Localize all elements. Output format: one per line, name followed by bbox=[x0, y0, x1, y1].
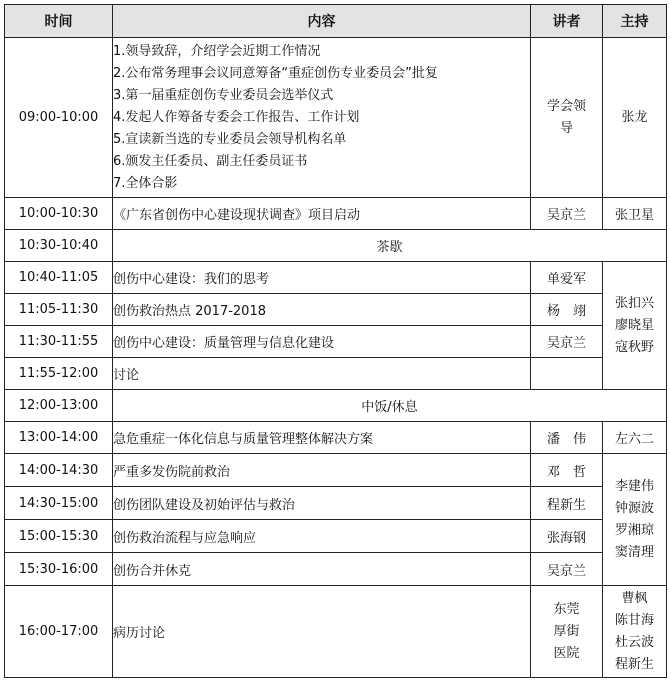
speaker-line: 医院 bbox=[553, 645, 580, 661]
host-group-cell bbox=[603, 262, 667, 390]
content-cell: 急危重症一体化信息与质量管理整体解决方案 bbox=[113, 422, 531, 454]
table-row bbox=[5, 198, 667, 230]
table-row bbox=[5, 262, 667, 294]
host-name: 程新生 bbox=[614, 656, 654, 672]
opening-items bbox=[113, 38, 531, 198]
time-cell: 12:00-13:00 bbox=[5, 390, 113, 422]
speaker-line: 东莞 bbox=[553, 601, 580, 617]
agenda-item: 7.全体合影 bbox=[113, 175, 178, 191]
content-cell: 创伤救治流程与应急响应 bbox=[113, 520, 531, 553]
schedule-table bbox=[4, 4, 667, 678]
table-row bbox=[5, 553, 667, 586]
content-cell: 创伤中心建设：我们的思考 bbox=[113, 262, 531, 294]
time-cell: 10:30-10:40 bbox=[5, 230, 113, 262]
speaker-line: 导 bbox=[559, 120, 573, 136]
host-name: 李建伟 bbox=[614, 478, 654, 494]
header-content: 内容 bbox=[113, 5, 531, 38]
host-name: 窦清理 bbox=[614, 544, 654, 560]
break-row bbox=[5, 390, 667, 422]
time-cell: 16:00-17:00 bbox=[5, 586, 113, 678]
host-name: 张扣兴 bbox=[614, 295, 654, 311]
host-name: 陈甘海 bbox=[614, 612, 654, 628]
break-row bbox=[5, 230, 667, 262]
agenda-item: 4.发起人作筹备专委会工作报告、工作计划 bbox=[113, 109, 360, 125]
speaker-cell: 邓 哲 bbox=[531, 454, 603, 487]
time-cell: 15:00-15:30 bbox=[5, 520, 113, 553]
speaker-cell: 程新生 bbox=[531, 487, 603, 520]
content-cell: 创伤中心建设：质量管理与信息化建设 bbox=[113, 326, 531, 358]
break-label: 茶歇 bbox=[113, 230, 667, 262]
speaker-cell: 潘 伟 bbox=[531, 422, 603, 454]
speaker-line: 厚街 bbox=[553, 623, 580, 639]
time-cell: 11:05-11:30 bbox=[5, 294, 113, 326]
table-row bbox=[5, 586, 667, 678]
host-name: 廖晓星 bbox=[614, 317, 654, 333]
time-cell: 11:55-12:00 bbox=[5, 358, 113, 390]
speaker-cell bbox=[531, 586, 603, 678]
agenda-item: 5.宣读新当选的专业委员会领导机构名单 bbox=[113, 131, 347, 147]
table-row bbox=[5, 422, 667, 454]
speaker-cell: 张海钢 bbox=[531, 520, 603, 553]
content-cell: 讨论 bbox=[113, 358, 531, 390]
header-time: 时间 bbox=[5, 5, 113, 38]
host-name: 寇秋野 bbox=[614, 339, 654, 355]
speaker-cell bbox=[531, 38, 603, 198]
header-host: 主持 bbox=[603, 5, 667, 38]
content-cell: 创伤合并休克 bbox=[113, 553, 531, 586]
speaker-cell: 单爱军 bbox=[531, 262, 603, 294]
time-cell: 15:30-16:00 bbox=[5, 553, 113, 586]
table-row bbox=[5, 38, 667, 198]
host-name: 杜云波 bbox=[614, 634, 654, 650]
break-label: 中饭/休息 bbox=[113, 390, 667, 422]
time-cell: 14:00-14:30 bbox=[5, 454, 113, 487]
content-cell: 创伤救治热点 2017-2018 bbox=[113, 294, 531, 326]
host-cell: 张卫星 bbox=[603, 198, 667, 230]
table-row bbox=[5, 326, 667, 358]
table-row bbox=[5, 454, 667, 487]
host-name: 曹枫 bbox=[621, 590, 648, 606]
header-row bbox=[5, 5, 667, 38]
host-cell: 张龙 bbox=[603, 38, 667, 198]
header-speaker: 讲者 bbox=[531, 5, 603, 38]
agenda-item: 6.颁发主任委员、副主任委员证书 bbox=[113, 153, 308, 169]
content-cell: 创伤团队建设及初始评估与救治 bbox=[113, 487, 531, 520]
host-name: 钟源波 bbox=[614, 500, 654, 516]
host-group-cell bbox=[603, 454, 667, 586]
table-row bbox=[5, 520, 667, 553]
table-row bbox=[5, 294, 667, 326]
speaker-cell: 吴京兰 bbox=[531, 553, 603, 586]
agenda-item: 3.第一届重症创伤专业委员会选举仪式 bbox=[113, 87, 334, 103]
time-cell: 14:30-15:00 bbox=[5, 487, 113, 520]
content-cell: 《广东省创伤中心建设现状调查》项目启动 bbox=[113, 198, 531, 230]
time-cell: 10:00-10:30 bbox=[5, 198, 113, 230]
speaker-cell: 吴京兰 bbox=[531, 326, 603, 358]
host-cell: 左六二 bbox=[603, 422, 667, 454]
time-cell: 11:30-11:55 bbox=[5, 326, 113, 358]
host-name: 罗湘琼 bbox=[614, 522, 654, 538]
time-cell: 13:00-14:00 bbox=[5, 422, 113, 454]
host-group-cell bbox=[603, 586, 667, 678]
speaker-line: 学会领 bbox=[546, 98, 586, 114]
speaker-cell bbox=[531, 358, 603, 390]
content-cell: 严重多发伤院前救治 bbox=[113, 454, 531, 487]
speaker-cell: 吴京兰 bbox=[531, 198, 603, 230]
agenda-item: 1.领导致辞，介绍学会近期工作情况 bbox=[113, 43, 321, 59]
content-cell: 病历讨论 bbox=[113, 586, 531, 678]
agenda-item: 2.公布常务理事会议同意筹备“重症创伤专业委员会”批复 bbox=[113, 65, 438, 81]
speaker-cell: 杨 翊 bbox=[531, 294, 603, 326]
time-cell: 09:00-10:00 bbox=[5, 38, 113, 198]
table-row bbox=[5, 487, 667, 520]
table-row bbox=[5, 358, 667, 390]
time-cell: 10:40-11:05 bbox=[5, 262, 113, 294]
